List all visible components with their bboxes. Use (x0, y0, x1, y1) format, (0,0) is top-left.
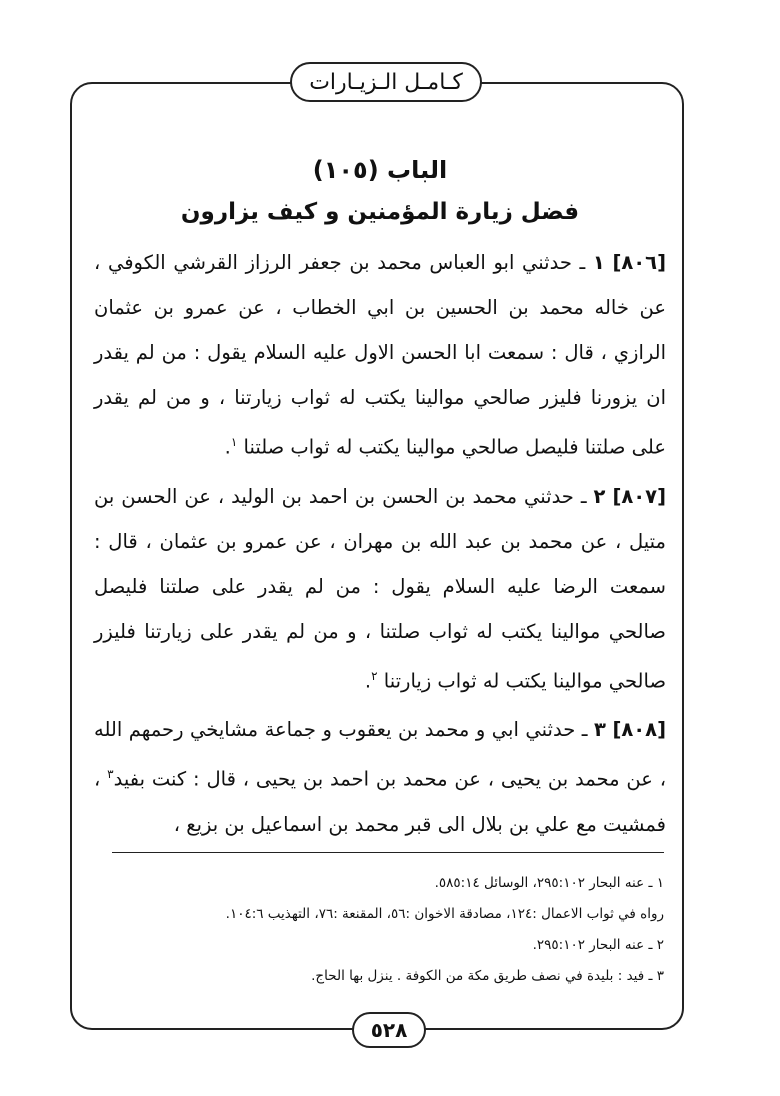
sentence-end: . (364, 669, 372, 692)
hadith-number: ٢ (593, 484, 606, 508)
hadith-number: ٣ (594, 718, 606, 741)
footnote-separator (112, 852, 664, 853)
hadith-text: ـ حدثني ابي و محمد بن يعقوب و جماعة مشايخي رحمهم الله ، عن محمد بن يحيى ، عن محمد بن احمد بن يحيى ، قال : كنت بفيد (94, 718, 666, 791)
hadith-text: ـ حدثني ابو العباس محمد بن جعفر الرزاز القرشي الكوفي ، عن خاله محمد بن الحسين بن ابي الخطاب ، عن عمرو بن عثمان الرازي ، قال : سمعت ابا الحسن الاول عليه السلام يقول : من لم يقدر ان يزورنا فليزر صالحي موالينا يكتب له ثواب زيارتنا ، و من لم يقدر على صلتنا فليصل صالحي موالينا يكتب له ثواب صلتنا (94, 251, 666, 459)
footnote: ٣ ـ فيد : بليدة في نصف طريق مكة من الكوفة . ينزل بها الحاج. (311, 968, 664, 984)
page-number: ٥٢٨ (370, 1018, 408, 1042)
hadith-paragraph (94, 240, 666, 470)
footnote: ٢ ـ عنه البحار ٢٩٥:١٠٢. (532, 937, 664, 953)
hadith-text-continued: ، فمشيت مع علي بن بلال الى قبر محمد بن اسماعيل بن بزيع ، (94, 767, 666, 836)
footnote-marker: ٢ (371, 668, 378, 683)
page-number-badge (352, 1012, 426, 1048)
book-title-header (290, 62, 482, 102)
footnote: رواه في ثواب الاعمال :١٢٤، مصادقة الاخوان :٥٦، المقنعة :٧٦، التهذيب ١٠٤:٦. (225, 906, 664, 922)
sentence-end: . (224, 435, 231, 459)
footnote: ١ ـ عنه البحار ٢٩٥:١٠٢، الوسائل ٥٨٥:١٤. (434, 875, 664, 891)
hadith-reference: [٨٠٨] (612, 718, 666, 741)
hadith-paragraph (94, 474, 666, 704)
hadith-reference: [٨٠٦] (612, 251, 667, 274)
chapter-title: الباب (١٠٥) (312, 156, 448, 184)
footnotes (108, 868, 664, 992)
hadith-text: ـ حدثني محمد بن الحسن بن احمد بن الوليد ، عن الحسن بن متيل ، عن محمد بن عبد الله بن مهران ، عن عمرو بن عثمان ، قال : سمعت الرضا عليه السلام يقول : من لم يقدر على صلتنا فليصل صالحي موالينا يكتب له ثواب صلتنا ، و من لم يقدر على زيارتنا فليزر صالحي موالينا يكتب له ثواب زيارتنا (94, 484, 666, 692)
footnote-marker: ٣ (107, 767, 114, 781)
chapter-subtitle: فضل زيارة المؤمنين و كيف يزارون (180, 199, 580, 225)
hadith-reference: [٨٠٧] (612, 484, 666, 508)
book-title: كـامـل الـزيـارات (309, 69, 463, 95)
hadith-number: ١ (592, 251, 605, 274)
hadith-paragraph (94, 707, 666, 847)
footnote-marker: ١ (230, 435, 238, 449)
main-content (94, 150, 666, 851)
